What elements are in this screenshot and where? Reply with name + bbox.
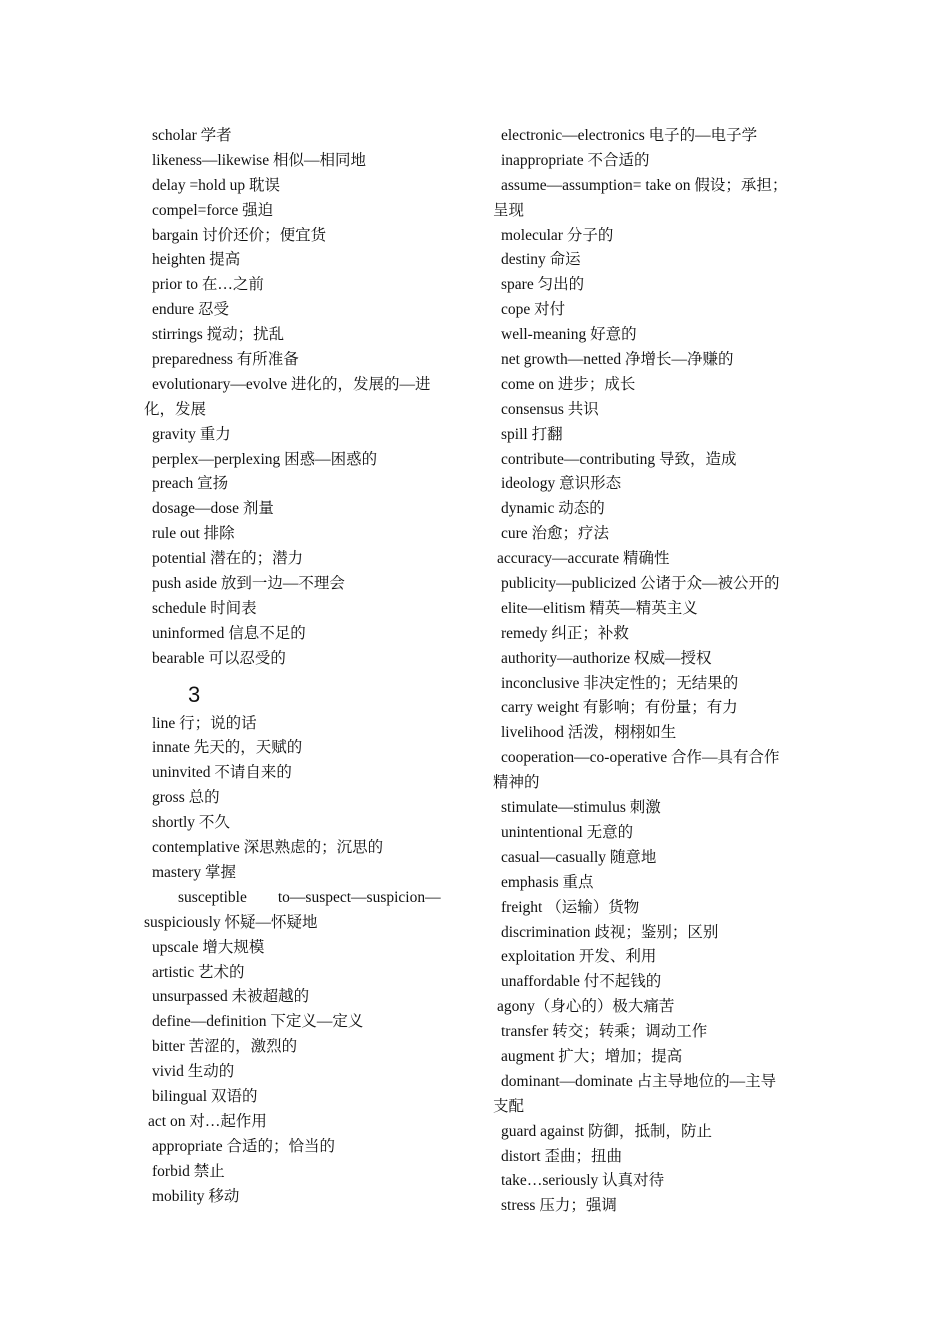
vocab-entry: livelihood 活泼，栩栩如生 (501, 724, 677, 742)
vocab-entry-continuation: suspiciously 怀疑—怀疑地 (144, 913, 318, 931)
vocab-entry: vivid 生动的 (152, 1063, 235, 1081)
vocab-entry: uninformed 信息不足的 (152, 624, 306, 642)
vocab-entry: innate 先天的，天赋的 (152, 739, 303, 757)
vocab-entry: unsurpassed 未被超越的 (152, 988, 310, 1006)
vocab-entry: dosage—dose 剂量 (152, 500, 274, 518)
vocab-entry: likeness—likewise 相似—相同地 (152, 151, 366, 169)
vocab-entry: evolutionary—evolve 进化的，发展的—进 (152, 375, 431, 393)
vocab-entry: stress 压力；强调 (501, 1197, 617, 1215)
vocab-entry: susceptible to—suspect—suspicion— (178, 888, 441, 906)
vocab-entry: heighten 提高 (152, 251, 241, 269)
vocab-entry: line 行；说的话 (152, 714, 257, 732)
vocab-entry-continuation: 精神的 (493, 774, 540, 792)
vocab-entry: carry weight 有影响；有份量；有力 (501, 699, 738, 717)
vocab-entry: publicity—publicized 公诸于众—被公开的 (501, 575, 780, 593)
vocab-entry: molecular 分子的 (501, 226, 614, 244)
vocab-entry: bearable 可以忍受的 (152, 649, 286, 667)
vocab-entry: unaffordable 付不起钱的 (501, 973, 662, 991)
vocab-entry: stirrings 搅动；扰乱 (152, 326, 285, 344)
vocab-entry: accuracy—accurate 精确性 (497, 550, 670, 568)
vocab-entry: freight （运输）货物 (501, 898, 640, 916)
vocab-entry: schedule 时间表 (152, 599, 257, 617)
vocab-entry: discrimination 歧视；鉴别；区别 (501, 923, 719, 941)
vocab-entry: act on 对…起作用 (148, 1112, 267, 1130)
vocab-entry-continuation: 化，发展 (144, 400, 207, 418)
vocab-entry: mastery 掌握 (152, 863, 236, 881)
vocab-entry: spill 打翻 (501, 425, 563, 443)
vocab-entry: emphasis 重点 (501, 873, 594, 891)
vocab-entry: authority—authorize 权威—授权 (501, 649, 712, 667)
vocab-entry: unintentional 无意的 (501, 823, 634, 841)
vocab-entry: come on 进步；成长 (501, 375, 636, 393)
vocab-entry: inconclusive 非决定性的；无结果的 (501, 674, 739, 692)
vocab-entry: agony（身心的）极大痛苦 (497, 998, 675, 1016)
vocab-entry: dominant—dominate 占主导地位的—主导 (501, 1072, 777, 1090)
vocab-entry: push aside 放到一边—不理会 (152, 575, 345, 593)
vocab-entry: cooperation—co-operative 合作—具有合作 (501, 749, 780, 767)
vocab-entry: appropriate 合适的；恰当的 (152, 1137, 335, 1155)
vocab-entry: electronic—electronics 电子的—电子学 (501, 127, 758, 144)
vocab-entry: endure 忍受 (152, 301, 230, 319)
left-column (144, 124, 470, 1209)
vocab-entry: contemplative 深思熟虑的；沉思的 (152, 839, 384, 857)
vocab-entry: elite—elitism 精英—精英主义 (501, 599, 698, 617)
vocab-entry: upscale 增大规模 (152, 938, 265, 956)
vocab-entry: dynamic 动态的 (501, 500, 605, 518)
vocab-entry: delay =hold up 耽误 (152, 176, 280, 194)
vocab-entry: cope 对付 (501, 301, 566, 319)
vocab-entry: uninvited 不请自来的 (152, 764, 292, 782)
vocab-entry: distort 歪曲；扭曲 (501, 1147, 622, 1165)
vocab-entry: remedy 纠正；补救 (501, 624, 629, 642)
right-column (493, 124, 813, 1219)
vocab-entry: inappropriate 不合适的 (501, 151, 650, 169)
vocab-entry: bitter 苦涩的，激烈的 (152, 1038, 298, 1056)
vocab-entry: mobility 移动 (152, 1187, 240, 1205)
vocab-entry: preparedness 有所准备 (152, 351, 299, 369)
vocab-entry: gravity 重力 (152, 425, 231, 443)
vocab-entry: preach 宣扬 (152, 475, 229, 493)
section-number: 3 (188, 681, 201, 707)
vocab-entry: guard against 防御，抵制，防止 (501, 1122, 712, 1140)
vocab-entry: take…seriously 认真对待 (501, 1172, 665, 1190)
vocab-entry: ideology 意识形态 (501, 475, 622, 493)
vocab-entry: cure 治愈；疗法 (501, 525, 610, 543)
vocab-entry: bilingual 双语的 (152, 1087, 258, 1105)
vocab-entry: destiny 命运 (501, 251, 581, 269)
vocab-entry: gross 总的 (152, 789, 220, 807)
vocab-entry: bargain 讨价还价；便宜货 (152, 226, 327, 244)
vocab-entry: compel=force 强迫 (152, 201, 274, 219)
vocab-entry: transfer 转交；转乘；调动工作 (501, 1023, 708, 1041)
vocab-entry: potential 潜在的；潜力 (152, 550, 304, 568)
vocab-entry: artistic 艺术的 (152, 963, 245, 981)
vocab-entry: contribute—contributing 导致，造成 (501, 450, 737, 468)
vocab-entry: perplex—perplexing 困惑—困惑的 (152, 450, 378, 468)
vocab-entry: scholar 学者 (152, 127, 232, 144)
vocab-entry: define—definition 下定义—定义 (152, 1013, 364, 1031)
vocab-entry: casual—casually 随意地 (501, 848, 657, 866)
vocab-entry-continuation: 呈现 (493, 201, 525, 219)
vocab-entry: prior to 在…之前 (152, 276, 264, 294)
vocab-entry: exploitation 开发、利用 (501, 948, 657, 966)
vocab-entry: net growth—netted 净增长—净赚的 (501, 351, 734, 369)
vocab-entry: forbid 禁止 (152, 1162, 225, 1180)
vocab-entry: well-meaning 好意的 (501, 326, 637, 344)
vocab-entry: spare 匀出的 (501, 276, 585, 294)
vocab-entry: stimulate—stimulus 刺激 (501, 799, 661, 817)
vocab-entry: shortly 不久 (152, 814, 230, 832)
vocab-entry-continuation: 支配 (493, 1097, 525, 1115)
vocab-entry: consensus 共识 (501, 400, 599, 418)
vocab-entry: rule out 排除 (152, 525, 235, 543)
vocab-entry: assume—assumption= take on 假设；承担； (501, 176, 788, 194)
vocab-entry: augment 扩大；增加；提高 (501, 1047, 683, 1065)
